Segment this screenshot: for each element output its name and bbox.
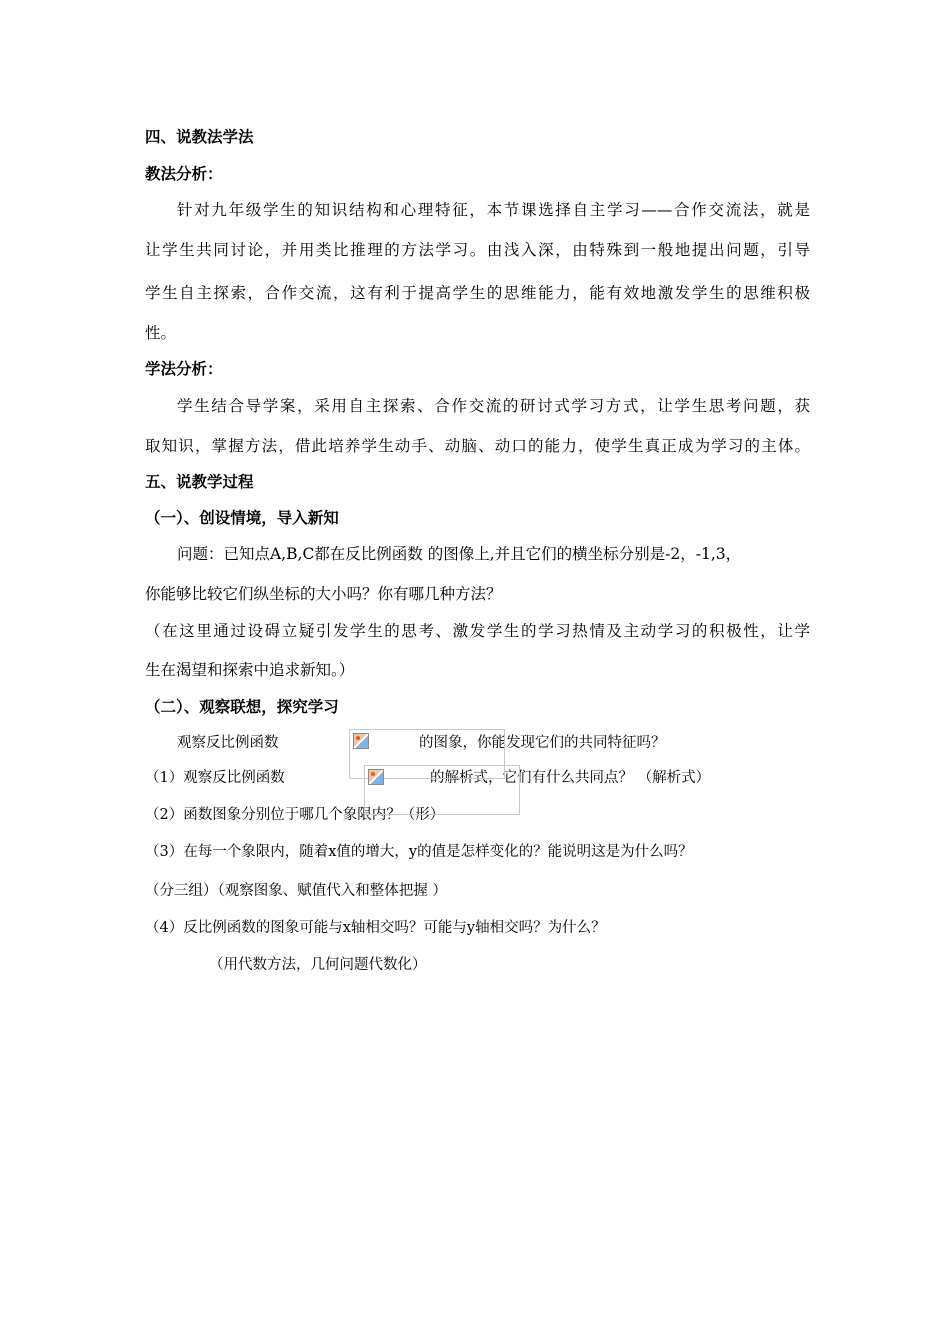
learning-analysis-heading: 学法分析： [145, 360, 223, 378]
part1-question-line: 问题：已知点A,B,C都在反比例函数 的图像上,并且它们的横坐标分别是-2，-1,3， [177, 545, 742, 563]
broken-image-icon [368, 769, 384, 785]
question-2: （2）函数图象分别位于哪几个象限内？（形） [145, 807, 445, 823]
part1-note-line: （在这里通过设碍立疑引发学生的思考、激发学生的学习热情及主动学习的积极性，让学 [145, 622, 810, 640]
question-4: （4）反比例函数的图象可能与x轴相交吗？可能与y轴相交吗？为什么？ [145, 920, 606, 936]
section4-title: 四、说教法学法 [145, 128, 254, 146]
question-3-note: （分三组）（观察图象、赋值代入和整体把握 ） [145, 883, 447, 899]
teaching-paragraph-line: 让学生共同讨论，并用类比推理的方法学习。由浅入深，由特殊到一般地提出问题，引导 [145, 241, 810, 259]
teaching-paragraph-line: 性。 [145, 324, 177, 342]
learning-paragraph-line: 取知识，掌握方法，借此培养学生动手、动脑、动口的能力，使学生真正成为学习的主体。 [145, 437, 810, 455]
part1-question-line: 你能够比较它们纵坐标的大小吗？你有哪几种方法？ [145, 585, 502, 603]
broken-image-icon [353, 733, 369, 749]
teaching-analysis-heading: 教法分析： [145, 165, 223, 183]
formula-image-placeholder [364, 765, 520, 815]
question-1-suffix: 的解析式，它们有什么共同点？ （解析式） [430, 770, 711, 786]
learning-paragraph-line: 学生结合导学案，采用自主探索、合作交流的研讨式学习方式，让学生思考问题，获 [177, 397, 810, 415]
question-4-note: （用代数方法，几何问题代数化） [209, 957, 427, 973]
teaching-paragraph-line: 针对九年级学生的知识结构和心理特征，本节课选择自主学习——合作交流法，就是 [177, 201, 810, 219]
part1-heading: （一）、创设情境，导入新知 [145, 509, 339, 527]
teaching-paragraph-line: 学生自主探索，合作交流，这有利于提高学生的思维能力，能有效地激发学生的思维积极 [145, 284, 810, 302]
part1-note-line: 生在渴望和探索中追求新知。） [145, 661, 355, 679]
question-3: （3）在每一个象限内，随着x值的增大，y的值是怎样变化的？能说明这是为什么吗？ [145, 844, 693, 860]
question-1-prefix: （1）观察反比例函数 [145, 770, 285, 786]
observe-prefix: 观察反比例函数 [177, 735, 279, 751]
section5-title: 五、说教学过程 [145, 473, 254, 491]
observe-suffix: 的图象，你能发现它们的共同特征吗？ [419, 735, 666, 751]
part2-heading: （二）、观察联想，探究学习 [145, 698, 339, 716]
